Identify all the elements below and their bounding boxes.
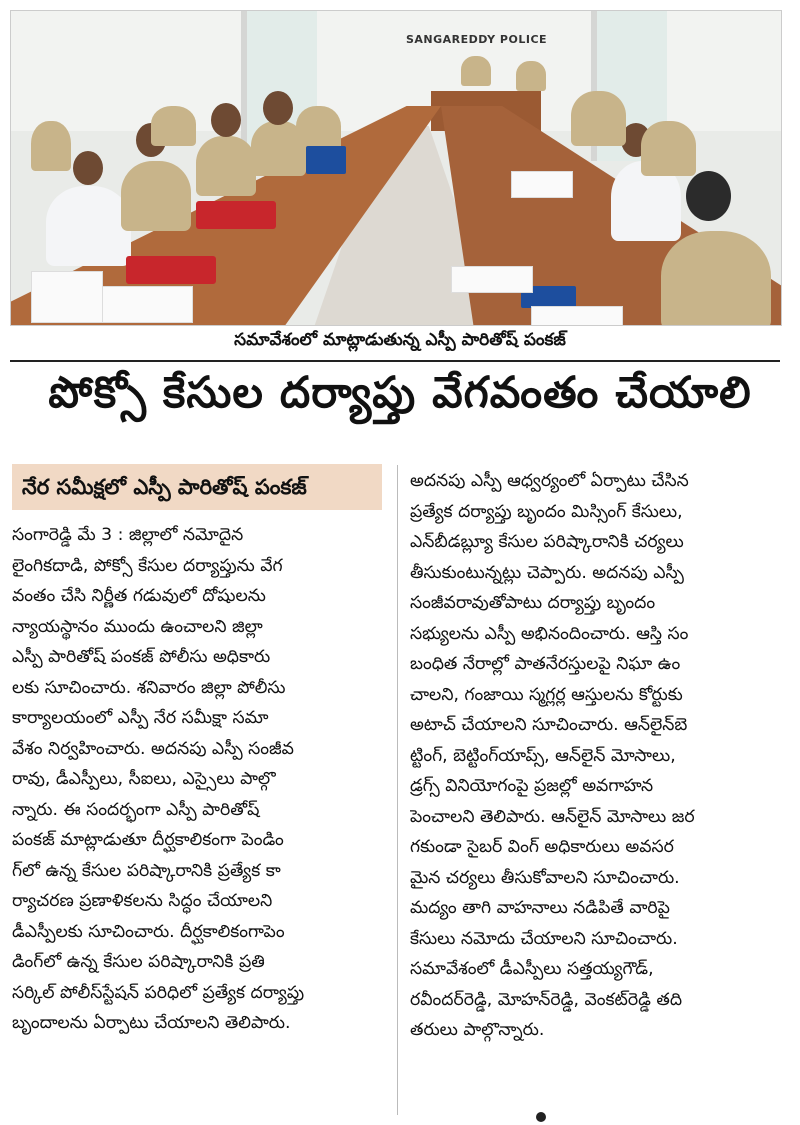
text-line: సర్కిల్ పోలీస్‌స్టేషన్ పరిధిలో ప్రత్యేక దర్యాప్తు [12, 982, 305, 1003]
text-line: సంజీవరావుతోపాటు దర్యాప్తు బృందం [410, 593, 656, 613]
text-line: పెంచాలని తెలిపారు. ఆన్‌లైన్ మోసాలు జర [410, 806, 695, 827]
text-line: కార్యాలయంలో ఎస్పీ నేర సమీక్షా సమా [12, 708, 269, 728]
text-line: సంగారెడ్డి మే 3 : జిల్లాలో నమోదైన [12, 525, 244, 545]
text-line: మైన చర్యలు తీసుకోవాలని సూచించారు. [410, 867, 680, 888]
officer-figure [196, 136, 256, 196]
red-file-bag [196, 201, 276, 229]
column-divider [397, 465, 398, 1115]
papers [511, 171, 573, 198]
text-line: లకు సూచించారు. శనివారం జిల్లా పోలీసు [12, 677, 286, 698]
end-mark [536, 1112, 546, 1122]
divider-line [10, 360, 780, 362]
text-line: ఎస్పీ పారితోష్ పంకజ్ పోలీసు అధికారు [12, 647, 271, 667]
text-line: అటాచ్ చేయాలని సూచించారు. ఆన్‌లైన్‌బె [410, 715, 688, 735]
officer-head [263, 91, 293, 125]
photo-caption: సమావేశంలో మాట్లాడుతున్న ఎస్పీ పారితోష్ పంకజ్ [234, 330, 566, 350]
officer-figure [151, 106, 196, 146]
text-line: చాలని, గంజాయి స్మగ్లర్ల ఆస్తులను కోర్టుకు [410, 684, 683, 705]
text-line: తరులు పాల్గొన్నారు. [410, 1020, 545, 1040]
text-line: ఎన్‌బీడబ్ల్యూ కేసుల పరిష్కారానికి చర్యలు [410, 532, 684, 552]
text-line: గ్‌లో ఉన్న కేసుల పరిష్కారానికి ప్రత్యేక కా [12, 860, 281, 881]
text-line: ర్యాచరణ ప్రణాళికలను సిద్ధం చేయాలని [12, 891, 273, 911]
text-line: గకుండా సైబర్ వింగ్ అధికారులు అవసర [410, 837, 674, 857]
officer-figure [641, 121, 696, 176]
officer-figure [461, 56, 491, 86]
text-line: న్నారు. ఈ సందర్భంగా ఎస్పీ పారితోష్ [12, 799, 260, 820]
text-line: సమావేశంలో డీఎస్పీలు సత్తయ్యగౌడ్, [410, 959, 654, 979]
text-line: వంతం చేసి నిర్ణీత గడువులో దోషులను [12, 586, 266, 606]
text-line: డ్రగ్స్ వినియోగంపై ప్రజల్లో అవగాహన [410, 776, 654, 796]
text-line: డింగ్‌లో ఉన్న కేసుల పరిష్కారానికి ప్రతి [12, 952, 265, 972]
text-line: రవీందర్‌రెడ్డి, మోహన్‌రెడ్డి, వెంకట్‌రెడ్డి తది [410, 989, 683, 1010]
officer-head [211, 103, 241, 137]
text-line: బంధిత నేరాల్లో పాతనేరస్తులపై నిఘా ఉం [410, 654, 681, 674]
papers [531, 306, 623, 326]
officer-figure [661, 231, 771, 326]
red-file-bag [126, 256, 216, 284]
headline: పోక్సో కేసుల దర్యాప్తు వేగవంతం చేయాలి [48, 368, 752, 418]
meeting-photo [10, 10, 782, 326]
left-column [12, 520, 386, 1039]
right-column [410, 466, 786, 1046]
text-line: రావు, డీఎస్పీలు, సీఐలు, ఎస్సైలు పాల్గొ [12, 769, 276, 789]
text-line: ప్రత్యేక దర్యాప్తు బృందం మిస్సింగ్ కేసులు, [410, 501, 683, 522]
subheading: నేర సమీక్షలో ఎస్పీ పారితోష్ పంకజ్ [12, 464, 382, 510]
police-sign: SANGAREDDY POLICE [406, 33, 548, 46]
officer-figure [31, 121, 71, 171]
text-line: న్యాయస్థానం ముందు ఉంచాలని జిల్లా [12, 616, 263, 637]
text-line: సభ్యులను ఎస్పీ అభినందించారు. ఆస్తి సం [410, 623, 689, 644]
text-line: ట్టింగ్, బెట్టింగ్‌యాప్స్, ఆన్‌లైన్ మోసాలు, [410, 745, 676, 766]
papers [451, 266, 533, 293]
text-line: మద్యం తాగి వాహనాలు నడిపితే వారిపై [410, 898, 670, 918]
blue-file [306, 146, 346, 174]
officer-head [686, 171, 731, 221]
papers [31, 271, 103, 323]
officer-head [73, 151, 103, 185]
officer-figure [121, 161, 191, 231]
officer-figure [296, 106, 341, 151]
text-line: లైంగికదాడి, పోక్సో కేసుల దర్యాప్తును వేగ [12, 555, 283, 576]
text-line: పంకజ్ మాట్లాడుతూ దీర్ఘకాలికంగా పెండిం [12, 830, 284, 850]
officer-figure [46, 186, 131, 266]
text-line: వేశం నిర్వహించారు. అదనపు ఎస్పీ సంజీవ [12, 738, 294, 759]
text-line: అదనపు ఎస్పీ ఆధ్వర్యంలో ఏర్పాటు చేసిన [410, 471, 689, 491]
text-line: బృందాలను ఏర్పాటు చేయాలని తెలిపారు. [12, 1013, 291, 1033]
text-line: డీఎస్పీలకు సూచించారు. దీర్ఘకాలికంగాపెం [12, 921, 285, 942]
officer-figure [571, 91, 626, 146]
text-line: కేసులు నమోదు చేయాలని సూచించారు. [410, 928, 678, 949]
officer-figure [516, 61, 546, 91]
text-line: తీసుకుంటున్నట్లు చెప్పారు. అదనపు ఎస్పీ [410, 562, 684, 583]
